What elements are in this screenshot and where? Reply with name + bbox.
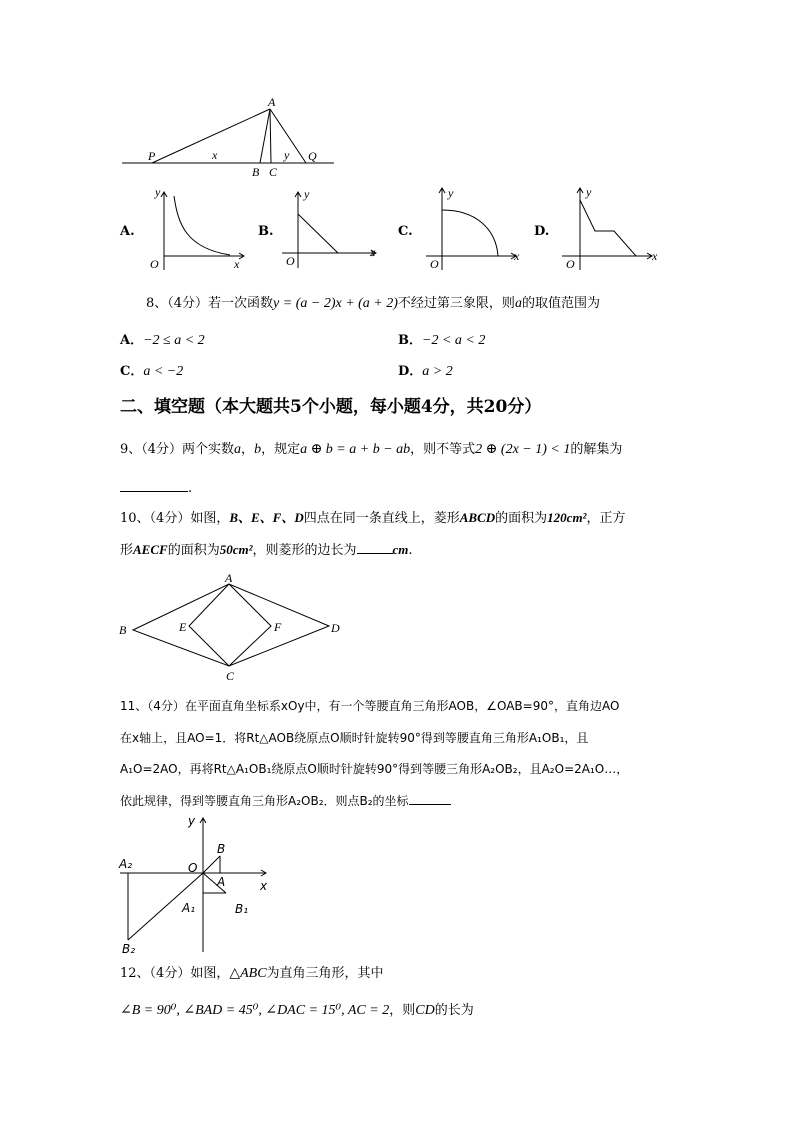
svg-text:y: y <box>586 185 592 199</box>
label-c: C <box>269 165 278 179</box>
svg-text:A: A <box>217 875 226 889</box>
svg-text:O: O <box>188 861 198 875</box>
graph-option-a <box>140 184 250 274</box>
q8-option-a[interactable]: A．−2 ≤ a < 2 <box>120 333 205 348</box>
q8-option-c[interactable]: C．a < −2 <box>120 364 184 379</box>
q10-answer-blank[interactable] <box>357 540 393 554</box>
figure-triangle-pq <box>118 92 338 182</box>
svg-text:F: F <box>274 620 282 634</box>
label-y: y <box>284 148 290 162</box>
question-11-line-3: A₁O=2AO，再将Rt△A₁OB₁绕原点O顺时针旋转90°得到等腰三角形A₂OB₂，且A₂O=2A₁O…， <box>120 762 629 776</box>
option-c-letter: C. <box>398 224 413 239</box>
q8-option-b[interactable]: B．−2 < a < 2 <box>398 333 486 348</box>
svg-text:x: x <box>514 249 520 263</box>
svg-text:O: O <box>286 254 295 268</box>
svg-text:A₁: A₁ <box>182 901 196 915</box>
svg-text:x: x <box>234 257 240 271</box>
q9-answer-blank[interactable]: . <box>120 478 192 497</box>
option-b-letter: B. <box>258 224 274 239</box>
section-2-title: 二、填空题（本大题共5个小题，每小题4分，共20分） <box>120 397 542 417</box>
svg-text:O: O <box>150 257 159 271</box>
question-11-line-4: 依此规律，得到等腰直角三角形A₂OB₂．则点B₂的坐标 <box>120 792 451 808</box>
question-12-line-1: 12、（4分）如图，△ABC为直角三角形，其中 <box>120 966 384 981</box>
question-11-line-2: 在x轴上，且AO=1．将Rt△AOB绕原点O顺时针旋转90°得到等腰直角三角形A₁OB₁，且 <box>120 731 589 745</box>
figure-rhombus <box>115 570 355 685</box>
label-x: x <box>212 148 218 162</box>
svg-text:B₁: B₁ <box>235 902 249 916</box>
graph-option-d <box>552 184 662 274</box>
svg-text:E: E <box>179 620 187 634</box>
svg-text:O: O <box>430 257 439 271</box>
question-9: 9、（4分）两个实数a，b，规定a ⊕ b = a + b − ab，则不等式2 ⊕ (2x − 1) < 1的解集为 <box>120 442 623 457</box>
label-q: Q <box>308 149 317 163</box>
svg-text:y: y <box>448 186 454 200</box>
question-11-line-1: 11、（4分）在平面直角坐标系xOy中，有一个等腰直角三角形AOB，∠OAB=90°，直角边AO <box>120 699 620 713</box>
q11-answer-blank[interactable] <box>409 792 451 805</box>
question-10-line-1: 10、（4分）如图，B、E、F、D四点在同一条直线上，菱形ABCD的面积为120cm²，正方 <box>120 510 626 526</box>
figure-coordinate-rotation <box>114 812 274 957</box>
svg-text:B: B <box>217 842 226 856</box>
svg-text:A₂: A₂ <box>119 857 133 871</box>
svg-text:x: x <box>370 245 376 259</box>
q8-option-d[interactable]: D．a > 2 <box>398 364 453 379</box>
question-10-line-2: 形AECF的面积为50cm²，则菱形的边长为 cm. <box>120 542 413 558</box>
svg-text:B₂: B₂ <box>122 942 136 956</box>
svg-text:y: y <box>304 187 310 201</box>
svg-text:A: A <box>225 571 233 585</box>
svg-text:C: C <box>226 669 235 683</box>
label-a: A <box>268 95 276 109</box>
svg-text:y: y <box>155 185 161 199</box>
svg-text:y: y <box>188 814 196 828</box>
graph-option-c <box>416 184 526 274</box>
question-8: 8、（4分）若一次函数y = (a − 2)x + (a + 2)不经过第三象限，则a的取值范围为 <box>146 296 600 311</box>
label-b: B <box>252 165 260 179</box>
option-d-letter: D. <box>534 224 550 239</box>
svg-text:x: x <box>652 249 658 263</box>
svg-text:x: x <box>260 879 268 893</box>
graph-option-b <box>276 184 386 274</box>
svg-text:O: O <box>566 257 575 271</box>
svg-text:D: D <box>331 621 340 635</box>
option-a-letter: A. <box>120 224 135 239</box>
svg-text:B: B <box>119 623 127 637</box>
label-p: P <box>148 149 156 163</box>
question-12-line-2: ∠B = 90⁰, ∠BAD = 45⁰, ∠DAC = 15⁰, AC = 2，则CD的长为 <box>120 1003 474 1018</box>
